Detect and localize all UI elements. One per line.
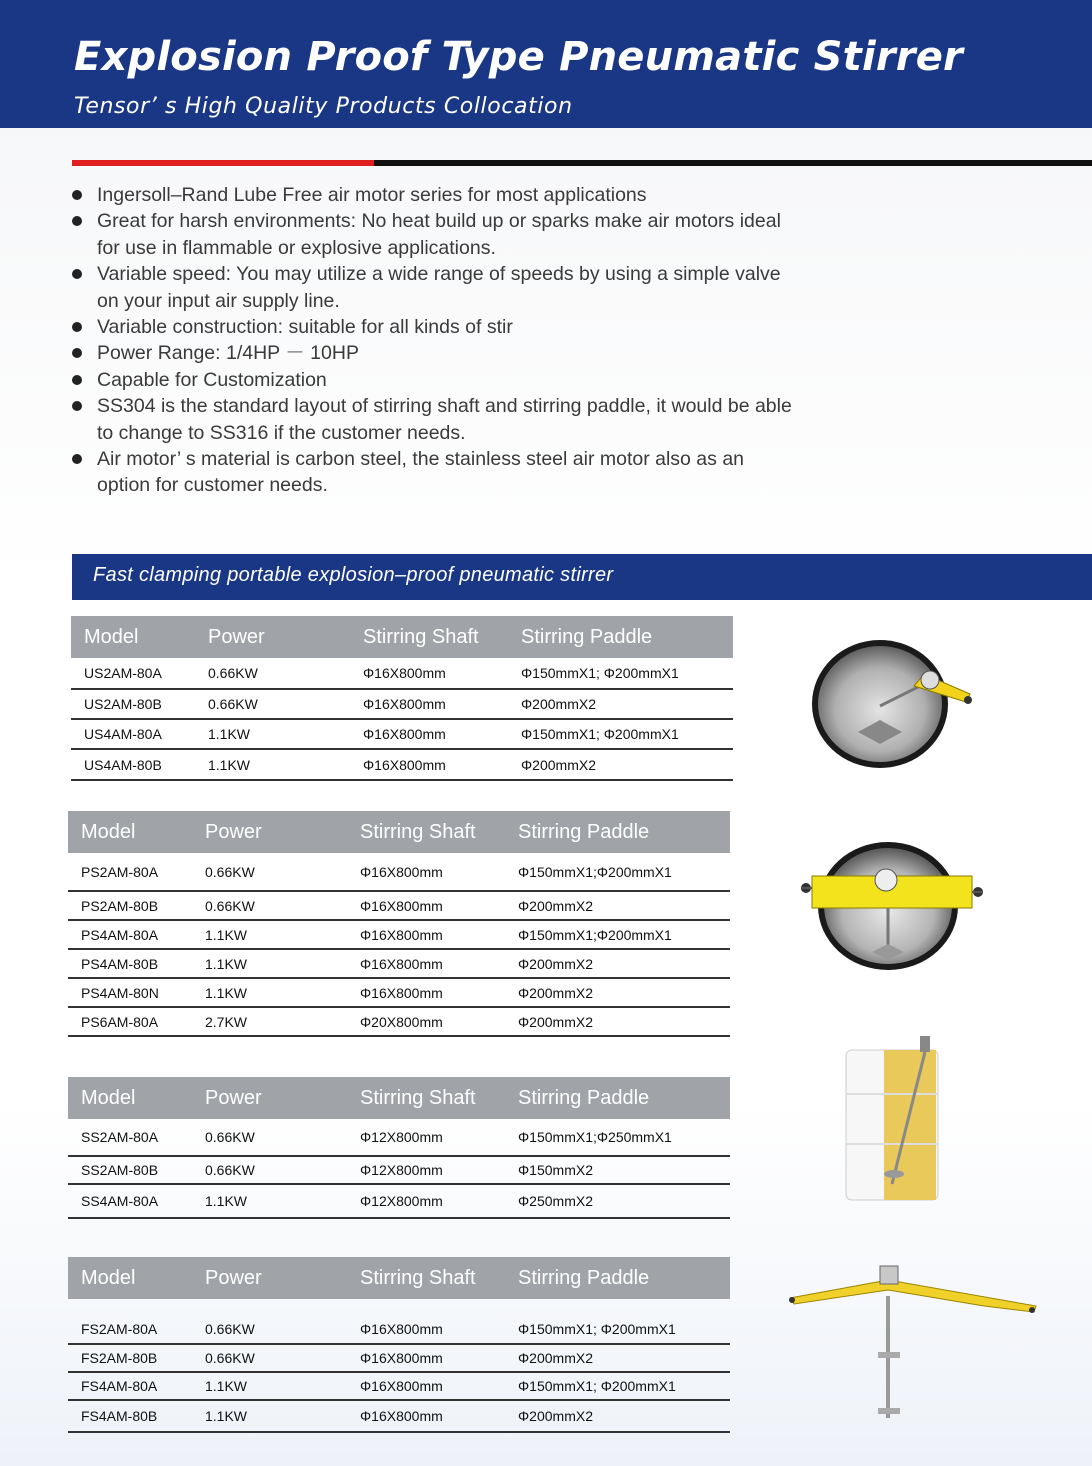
table-row bbox=[68, 950, 730, 979]
accent-rule-red bbox=[72, 160, 374, 166]
column-header-model: Model bbox=[81, 820, 136, 843]
table-row bbox=[68, 1299, 730, 1345]
section-title: Fast clamping portable explosion–proof pneumatic stirrer bbox=[93, 564, 614, 586]
cell-paddle: Φ200mmX2 bbox=[518, 984, 593, 1001]
cell-power: 0.66KW bbox=[205, 1129, 255, 1145]
cell-model: PS2AM-80B bbox=[81, 897, 159, 914]
page-subtitle: Tensor’ s High Quality Products Collocation bbox=[74, 94, 573, 119]
spec-table-ps bbox=[68, 811, 730, 1037]
feature-item: SS304 is the standard layout of stirring shaft and stirring paddle, it would be able to change to SS316 if the customer needs. bbox=[72, 393, 792, 446]
table-row bbox=[68, 853, 730, 892]
cell-shaft: Φ16X800mm bbox=[360, 984, 443, 1001]
cell-shaft: Φ16X800mm bbox=[360, 926, 443, 943]
table-row bbox=[71, 720, 733, 750]
spec-table-us bbox=[71, 616, 733, 781]
cell-power: 0.66KW bbox=[205, 1162, 255, 1178]
cell-paddle: Φ150mmX2 bbox=[518, 1162, 593, 1178]
feature-item: Capable for Customization bbox=[72, 367, 792, 393]
cell-paddle: Φ150mmX1; Φ200mmX1 bbox=[521, 726, 679, 742]
bullet-icon bbox=[72, 348, 82, 358]
cell-power: 1.1KW bbox=[205, 984, 248, 1001]
ss-stirrer-photo bbox=[836, 1034, 948, 1206]
cell-shaft: Φ16X800mm bbox=[360, 1378, 443, 1394]
cell-model: SS2AM-80B bbox=[81, 1162, 159, 1178]
cell-shaft: Φ16X800mm bbox=[360, 863, 443, 880]
fs-stirrer-photo bbox=[784, 1258, 1038, 1428]
cell-paddle: Φ200mmX2 bbox=[518, 897, 593, 914]
cell-power: 1.1KW bbox=[205, 955, 248, 972]
cell-paddle: Φ150mmX1; Φ200mmX1 bbox=[518, 1321, 676, 1337]
column-header-shaft: Stirring Shaft bbox=[360, 820, 476, 843]
cell-shaft: Φ16X800mm bbox=[360, 1408, 443, 1424]
feature-item: Ingersoll–Rand Lube Free air motor series for most applications bbox=[72, 182, 792, 208]
feature-item: Air motor’ s material is carbon steel, the stainless steel air motor also as an option for customer needs. bbox=[72, 446, 792, 499]
cell-shaft: Φ16X800mm bbox=[360, 897, 443, 914]
column-header-power: Power bbox=[205, 1266, 262, 1289]
cell-shaft: Φ20X800mm bbox=[360, 1013, 443, 1030]
feature-list bbox=[72, 182, 792, 499]
table-row bbox=[68, 1345, 730, 1373]
bullet-icon bbox=[72, 190, 82, 200]
table-row bbox=[68, 1157, 730, 1185]
cell-power: 0.66KW bbox=[208, 696, 258, 712]
cell-paddle: Φ200mmX2 bbox=[518, 1013, 593, 1030]
cell-model: FS2AM-80A bbox=[81, 1321, 158, 1337]
cell-power: 1.1KW bbox=[205, 1378, 248, 1394]
page-title: Explosion Proof Type Pneumatic Stirrer bbox=[74, 34, 963, 80]
column-header-paddle: Stirring Paddle bbox=[518, 820, 650, 843]
table-header bbox=[68, 811, 730, 853]
cell-model: PS6AM-80A bbox=[81, 1013, 159, 1030]
cell-model: US2AM-80B bbox=[84, 696, 162, 712]
column-header-paddle: Stirring Paddle bbox=[518, 1086, 650, 1109]
bullet-icon bbox=[72, 269, 82, 279]
bullet-icon bbox=[72, 401, 82, 411]
cell-paddle: Φ250mmX2 bbox=[518, 1193, 593, 1209]
cell-model: SS2AM-80A bbox=[81, 1129, 159, 1145]
table-header bbox=[71, 616, 733, 658]
cell-power: 2.7KW bbox=[205, 1013, 248, 1030]
cell-shaft: Φ16X800mm bbox=[363, 726, 446, 742]
cell-model: FS4AM-80A bbox=[81, 1378, 158, 1394]
column-header-paddle: Stirring Paddle bbox=[521, 625, 653, 648]
table-row bbox=[68, 921, 730, 950]
cell-model: PS4AM-80N bbox=[81, 984, 159, 1001]
cell-paddle: Φ200mmX2 bbox=[518, 1350, 593, 1366]
ps-stirrer-photo bbox=[798, 840, 984, 974]
us-stirrer-photo bbox=[806, 636, 982, 772]
accent-rule-black bbox=[374, 160, 1092, 166]
cell-model: US2AM-80A bbox=[84, 665, 162, 681]
table-header bbox=[68, 1257, 730, 1299]
cell-shaft: Φ12X800mm bbox=[360, 1162, 443, 1178]
table-row bbox=[71, 750, 733, 781]
table-row bbox=[68, 1185, 730, 1219]
bullet-icon bbox=[72, 216, 82, 226]
spec-table-ss bbox=[68, 1077, 730, 1219]
cell-paddle: Φ150mmX1;Φ250mmX1 bbox=[518, 1129, 672, 1145]
column-header-shaft: Stirring Shaft bbox=[360, 1086, 476, 1109]
cell-paddle: Φ200mmX2 bbox=[521, 696, 596, 712]
table-row bbox=[68, 1008, 730, 1037]
column-header-power: Power bbox=[208, 625, 265, 648]
table-header bbox=[68, 1077, 730, 1119]
cell-shaft: Φ16X800mm bbox=[363, 665, 446, 681]
spec-table-fs bbox=[68, 1257, 730, 1433]
cell-shaft: Φ16X800mm bbox=[360, 955, 443, 972]
cell-paddle: Φ150mmX1; Φ200mmX1 bbox=[518, 1378, 676, 1394]
cell-shaft: Φ16X800mm bbox=[360, 1350, 443, 1366]
column-header-model: Model bbox=[84, 625, 139, 648]
cell-power: 0.66KW bbox=[208, 665, 258, 681]
cell-power: 1.1KW bbox=[205, 926, 248, 943]
column-header-model: Model bbox=[81, 1266, 136, 1289]
column-header-shaft: Stirring Shaft bbox=[360, 1266, 476, 1289]
cell-power: 0.66KW bbox=[205, 863, 255, 880]
cell-shaft: Φ16X800mm bbox=[363, 696, 446, 712]
table-row bbox=[68, 979, 730, 1008]
cell-paddle: Φ150mmX1;Φ200mmX1 bbox=[518, 863, 672, 880]
cell-shaft: Φ12X800mm bbox=[360, 1129, 443, 1145]
bullet-icon bbox=[72, 375, 82, 385]
cell-paddle: Φ150mmX1;Φ200mmX1 bbox=[518, 926, 672, 943]
column-header-shaft: Stirring Shaft bbox=[363, 625, 479, 648]
page-header bbox=[0, 0, 1092, 128]
cell-model: US4AM-80B bbox=[84, 756, 162, 773]
cell-model: US4AM-80A bbox=[84, 726, 162, 742]
cell-model: PS4AM-80B bbox=[81, 955, 159, 972]
feature-item: Variable construction: suitable for all kinds of stir bbox=[72, 314, 792, 340]
cell-model: FS4AM-80B bbox=[81, 1408, 158, 1424]
column-header-power: Power bbox=[205, 820, 262, 843]
cell-shaft: Φ16X800mm bbox=[363, 756, 446, 773]
cell-shaft: Φ16X800mm bbox=[360, 1321, 443, 1337]
cell-model: PS4AM-80A bbox=[81, 926, 159, 943]
cell-power: 1.1KW bbox=[205, 1408, 248, 1424]
column-header-power: Power bbox=[205, 1086, 262, 1109]
cell-paddle: Φ200mmX2 bbox=[518, 1408, 593, 1424]
feature-item: Power Range: 1/4HP － 10HP bbox=[72, 340, 792, 366]
cell-paddle: Φ150mmX1; Φ200mmX1 bbox=[521, 665, 679, 681]
table-row bbox=[68, 892, 730, 921]
table-row bbox=[71, 658, 733, 690]
cell-shaft: Φ12X800mm bbox=[360, 1193, 443, 1209]
cell-model: FS2AM-80B bbox=[81, 1350, 158, 1366]
feature-item: Variable speed: You may utilize a wide range of speeds by using a simple valve on your input air supply line. bbox=[72, 261, 792, 314]
cell-model: SS4AM-80A bbox=[81, 1193, 159, 1209]
cell-power: 0.66KW bbox=[205, 897, 255, 914]
cell-power: 0.66KW bbox=[205, 1321, 255, 1337]
cell-power: 0.66KW bbox=[205, 1350, 255, 1366]
section-title-bar bbox=[72, 554, 1092, 600]
bullet-icon bbox=[72, 454, 82, 464]
table-row bbox=[68, 1373, 730, 1401]
cell-power: 1.1KW bbox=[208, 756, 251, 773]
bullet-icon bbox=[72, 322, 82, 332]
cell-power: 1.1KW bbox=[208, 726, 251, 742]
column-header-paddle: Stirring Paddle bbox=[518, 1266, 650, 1289]
feature-item: Great for harsh environments: No heat build up or sparks make air motors ideal for use in flammable or explosive applications. bbox=[72, 208, 792, 261]
table-row bbox=[68, 1401, 730, 1433]
column-header-model: Model bbox=[81, 1086, 136, 1109]
cell-paddle: Φ200mmX2 bbox=[521, 756, 596, 773]
table-row bbox=[68, 1119, 730, 1157]
table-row bbox=[71, 690, 733, 720]
cell-model: PS2AM-80A bbox=[81, 863, 159, 880]
cell-power: 1.1KW bbox=[205, 1193, 248, 1209]
cell-paddle: Φ200mmX2 bbox=[518, 955, 593, 972]
